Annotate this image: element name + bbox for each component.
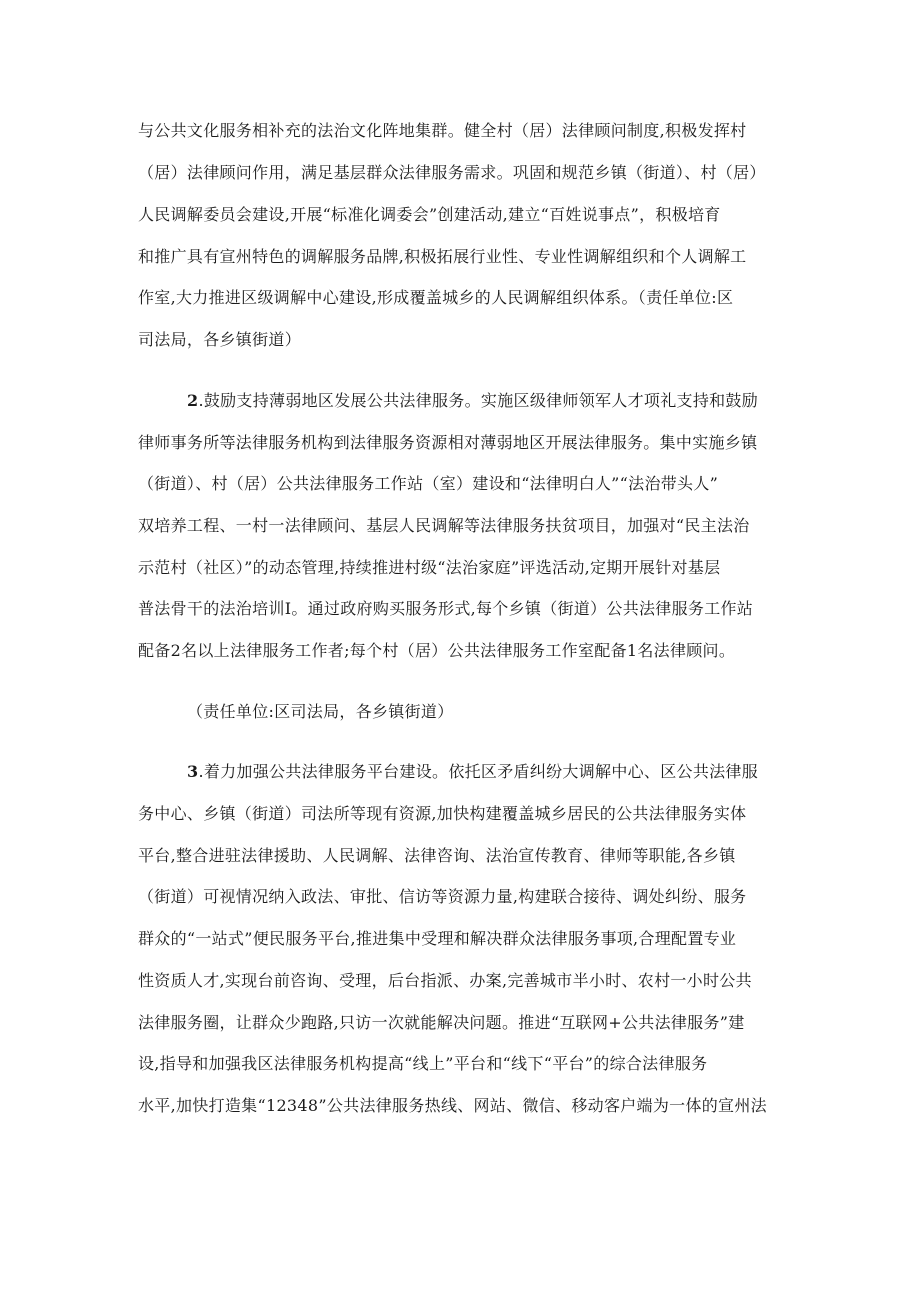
paragraph-2-line-7: 配备2名以上法律服务工作者;每个村（居）公共法律服务工作室配备1名法律顾问。 (138, 641, 736, 660)
paragraph-1-line-1: 与公共文化服务相补充的法治文化阵地集群。健全村（居）法律顾问制度,积极发挥村 (138, 121, 747, 140)
paragraph-1-line-5: 作室,大力推进区级调解中心建设,形成覆盖城乡的人民调解组织体系。（责任单位:区 (138, 288, 734, 307)
paragraph-3-number: 3 (187, 762, 199, 781)
paragraph-3-line-6: 性资质人才,实现台前咨询、受理，后台指派、办案,完善城市半小时、农村一小时公共 (138, 971, 752, 990)
paragraph-3-line-3: 平台,整合进驻法律援助、人民调解、法律咨询、法治宣传教育、律师等职能,各乡镇 (138, 846, 736, 865)
paragraph-2-line-3: （街道）、村（居）公共法律服务工作站（室）建设和“法律明白人”“法治带头人” (138, 474, 719, 493)
paragraph-1-line-4: 和推广具有宣州特色的调解服务品牌,积极拓展行业性、专业性调解组织和个人调解工 (138, 247, 747, 266)
paragraph-3-line-7: 法律服务圈，让群众少跑路,只访一次就能解决问题。推进“互联网+公共法律服务”建 (138, 1013, 745, 1032)
paragraph-3-line-5: 群众的“一站式”便民服务平台,推进集中受理和解决群众法律服务事项,合理配置专业 (138, 929, 737, 948)
paragraph-2-line-6: 普法骨干的法治培训I。通过政府购买服务形式,每个乡镇（街道）公共法律服务工作站 (138, 599, 754, 618)
paragraph-2-line-2: 律师事务所等法律服务机构到法律服务资源相对薄弱地区开展法律服务。集中实施乡镇 (138, 433, 758, 452)
paragraph-3-line-8: 设,指导和加强我区法律服务机构提高“线上”平台和“线下“平台”的综合法律服务 (138, 1054, 708, 1073)
paragraph-1-line-3: 人民调解委员会建设,开展“标准化调委会”创建活动,建立“百姓说事点”，积极培育 (138, 205, 721, 224)
paragraph-1-line-2: （居）法律顾问作用，满足基层群众法律服务需求。巩固和规范乡镇（街道）、村（居） (138, 163, 766, 182)
paragraph-1-line-6: 司法局，各乡镇街道） (138, 330, 302, 349)
paragraph-2-line-4: 双培养工程、一村一法律顾问、基层人民调解等法律服务扶贫项目，加强对“民主法治 (138, 516, 750, 535)
paragraph-3-line-1 (187, 762, 788, 782)
paragraph-2-number: 2 (187, 391, 199, 410)
paragraph-2-responsibility: （责任单位:区司法局，各乡镇街道） (187, 702, 454, 721)
paragraph-2-line-5: 示范村（社区）”的动态管理,持续推进村级“法治家庭”评选活动,定期开展针对基层 (138, 558, 721, 577)
paragraph-3-line-4: （街道）可视情况纳入政法、审批、信访等资源力量,构建联合接待、调处纠纷、服务 (138, 887, 747, 906)
paragraph-3-line-9: 水平,加快打造集“12348”公共法律服务热线、网站、微信、移动客户端为一体的宣州法 (138, 1096, 767, 1115)
paragraph-2-line-1 (187, 391, 788, 411)
paragraph-3-line-1-text: .着力加强公共法律服务平台建设。依托区矛盾纠纷大调解中心、区公共法律服 (198, 762, 759, 781)
paragraph-3-line-2: 务中心、乡镇（街道）司法所等现有资源,加快构建覆盖城乡居民的公共法律服务实体 (138, 804, 747, 823)
paragraph-2-line-1-text: .鼓励支持薄弱地区发展公共法律服务。实施区级律师领军人才项礼支持和鼓励 (198, 391, 759, 410)
